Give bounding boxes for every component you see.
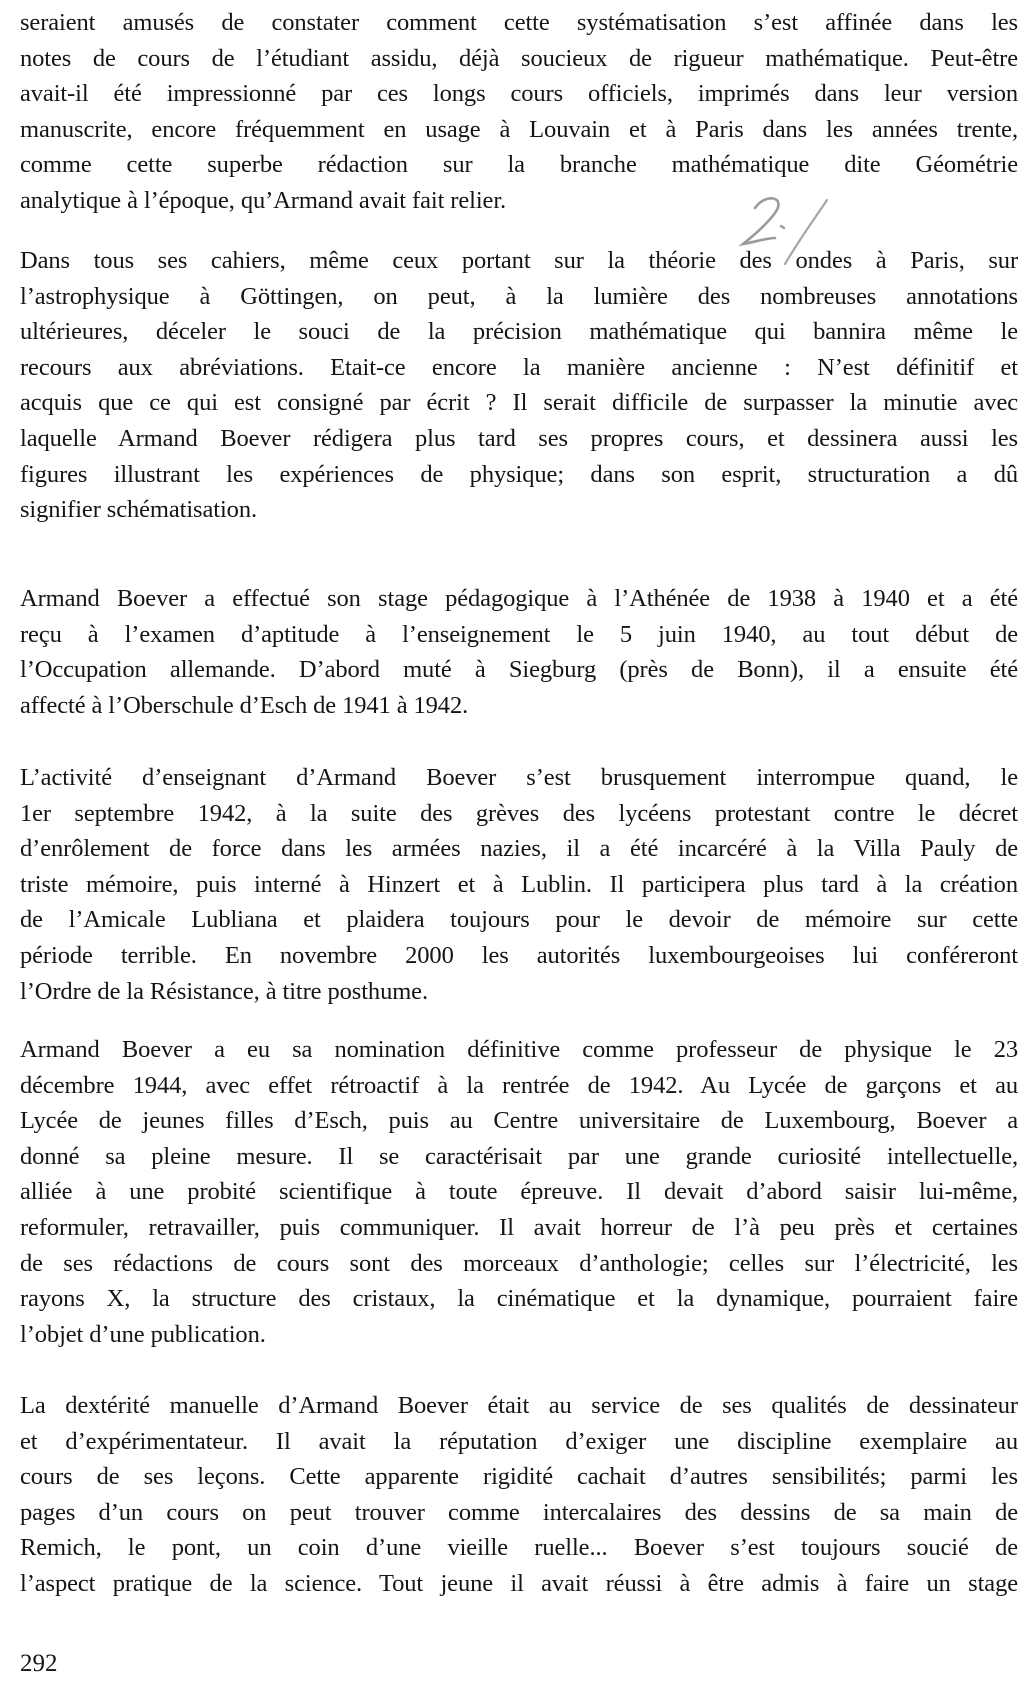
text-line: l’aspect pratique de la science. Tout jeune il avait réussi à être admis à faire un stage xyxy=(20,1569,1018,1597)
text-line: l’objet d’une publication. xyxy=(20,1320,266,1348)
text-line: pages d’un cours on peut trouver comme intercalaires des dessins de sa main de xyxy=(20,1498,1018,1526)
text-line: L’activité d’enseignant d’Armand Boever s’est brusquement interrompue quand, le xyxy=(20,764,1018,791)
paragraph-3 xyxy=(20,581,1018,723)
text-line: période terrible. En novembre 2000 les autorités luxembourgeoises lui conféreront xyxy=(20,941,1018,969)
text-line: de ses rédactions de cours sont des morceaux d’anthologie; celles sur l’électricité, les xyxy=(20,1249,1018,1277)
text-line: alliée à une probité scientifique à toute épreuve. Il devait d’abord saisir lui-même, xyxy=(20,1178,1018,1206)
text-line: reçu à l’examen d’aptitude à l’enseignement le 5 juin 1940, au tout début de xyxy=(20,620,1018,648)
text-line: seraient amusés de constater comment cette systématisation s’est affinée dans les xyxy=(20,9,1018,36)
text-line: l’astrophysique à Göttingen, on peut, à la lumière des nombreuses annotations xyxy=(20,282,1018,310)
text-line: d’enrôlement de force dans les armées nazies, il a été incarcéré à la Villa Pauly de xyxy=(20,835,1018,863)
paragraph-6 xyxy=(20,1388,1018,1602)
text-line: donné sa pleine mesure. Il se caractérisait par une grande curiosité intellectuelle, xyxy=(20,1142,1018,1170)
text-line: avait-il été impressionné par ces longs cours officiels, imprimés dans leur version xyxy=(20,80,1018,108)
text-line: Armand Boever a eu sa nomination définitive comme professeur de physique le 23 xyxy=(20,1036,1018,1063)
text-line: Armand Boever a effectué son stage pédagogique à l’Athénée de 1938 à 1940 et a été xyxy=(20,585,1018,612)
text-line: affecté à l’Oberschule d’Esch de 1941 à 1942. xyxy=(20,691,469,719)
text-line: comme cette superbe rédaction sur la branche mathématique dite Géométrie xyxy=(20,151,1018,179)
paragraph-5 xyxy=(20,1032,1018,1352)
text-line: acquis que ce qui est consigné par écrit ? Il serait difficile de surpasser la minutie avec xyxy=(20,389,1018,417)
text-line: La dextérité manuelle d’Armand Boever était au service de ses qualités de dessinateur xyxy=(20,1392,1018,1419)
text-line: figures illustrant les expériences de physique; dans son esprit, structuration a dû xyxy=(20,460,1018,488)
text-line: signifier schématisation. xyxy=(20,496,257,524)
text-line: l’Occupation allemande. D’abord muté à Siegburg (près de Bonn), il a ensuite été xyxy=(20,656,1018,684)
paragraph-4 xyxy=(20,760,1018,1009)
paragraph-2 xyxy=(20,243,1018,528)
text-line: laquelle Armand Boever rédigera plus tard ses propres cours, et dessinera aussi les xyxy=(20,424,1018,452)
paragraph-1 xyxy=(20,5,1018,219)
text-line: décembre 1944, avec effet rétroactif à la rentrée de 1942. Au Lycée de garçons et au xyxy=(20,1071,1018,1099)
text-line: reformuler, retravailler, puis communiquer. Il avait horreur de l’à peu près et certaines xyxy=(20,1213,1018,1241)
text-line: Dans tous ses cahiers, même ceux portant sur la théorie des ondes à Paris, sur xyxy=(20,247,1018,274)
text-line: et d’expérimentateur. Il avait la réputation d’exiger une discipline exemplaire au xyxy=(20,1427,1018,1455)
text-line: manuscrite, encore fréquemment en usage à Louvain et à Paris dans les années trente, xyxy=(20,115,1018,143)
text-line: Remich, le pont, un coin d’une vieille ruelle... Boever s’est toujours soucié de xyxy=(20,1534,1018,1562)
text-line: l’Ordre de la Résistance, à titre posthume. xyxy=(20,977,428,1005)
page-number: 292 xyxy=(20,1650,58,1677)
text-line: cours de ses leçons. Cette apparente rigidité cachait d’autres sensibilités; parmi les xyxy=(20,1463,1018,1491)
handwritten-annotation-text: 2/ xyxy=(735,188,736,189)
text-line: ultérieures, déceler le souci de la précision mathématique qui bannira même le xyxy=(20,318,1018,346)
text-line: notes de cours de l’étudiant assidu, déjà soucieux de rigueur mathématique. Peut-être xyxy=(20,44,1018,72)
text-line: triste mémoire, puis interné à Hinzert et à Lublin. Il participera plus tard à la création xyxy=(20,870,1018,898)
text-line: 1er septembre 1942, à la suite des grèves des lycéens protestant contre le décret xyxy=(20,799,1018,827)
text-line: Lycée de jeunes filles d’Esch, puis au Centre universitaire de Luxembourg, Boever a xyxy=(20,1107,1018,1135)
text-line: analytique à l’époque, qu’Armand avait fait relier. xyxy=(20,186,507,214)
text-line: de l’Amicale Lubliana et plaidera toujours pour le devoir de mémoire sur cette xyxy=(20,906,1018,934)
text-line: recours aux abréviations. Etait-ce encore la manière ancienne : N’est définitif et xyxy=(20,353,1018,381)
text-line: rayons X, la structure des cristaux, la cinématique et la dynamique, pourraient faire xyxy=(20,1285,1018,1313)
